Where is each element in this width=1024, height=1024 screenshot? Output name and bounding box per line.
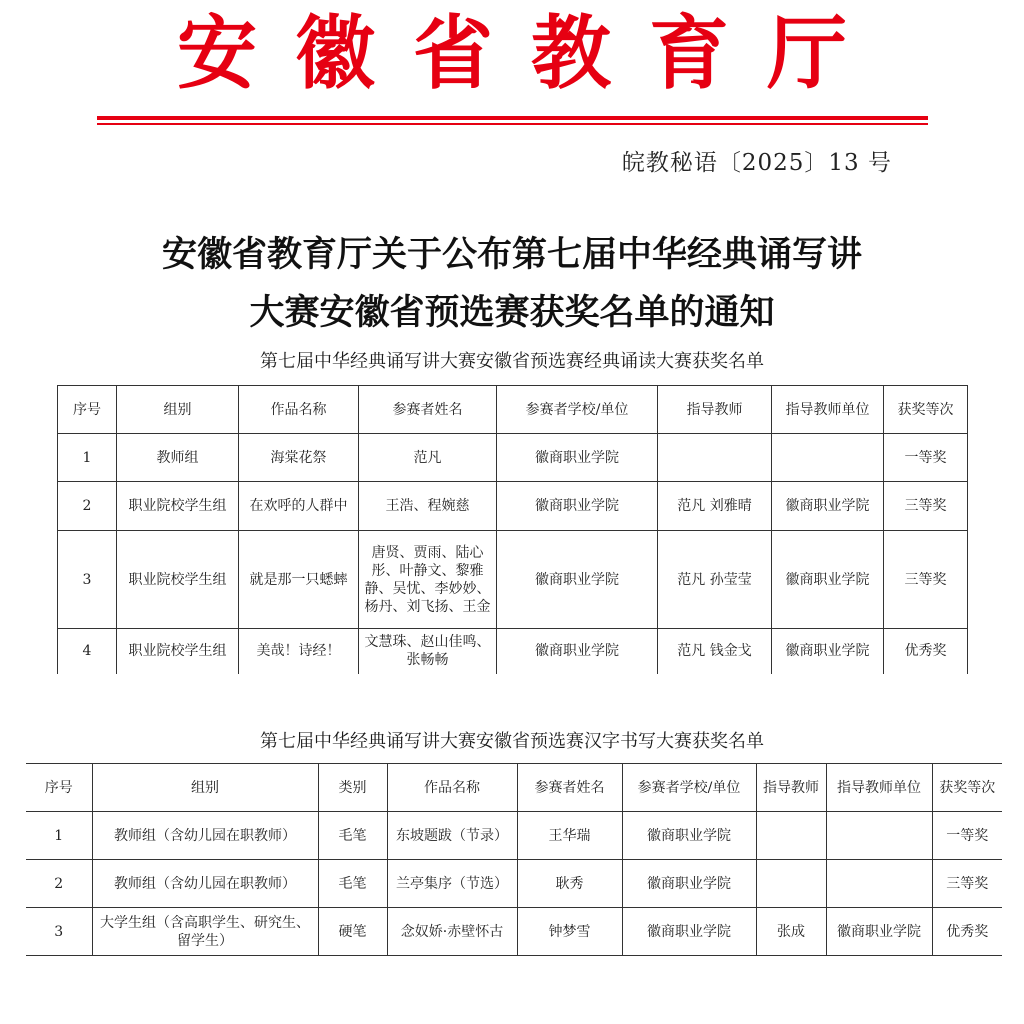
table-cell — [826, 812, 932, 860]
recitation-table-caption: 第七届中华经典诵写讲大赛安徽省预选赛经典诵读大赛获奖名单 — [260, 351, 764, 372]
table-row — [58, 531, 968, 629]
table-cell: 范凡 刘雅晴 — [658, 482, 772, 531]
table-cell: 念奴娇·赤壁怀古 — [387, 908, 517, 956]
recitation-awards-table — [57, 385, 968, 674]
table-cell: 3 — [58, 531, 117, 629]
table-cell: 毛笔 — [318, 860, 387, 908]
table-cell: 一等奖 — [884, 434, 968, 482]
table-header-row — [26, 764, 1002, 812]
table-cell: 教师组 — [117, 434, 239, 482]
table-row — [58, 482, 968, 531]
table-cell — [772, 434, 884, 482]
column-header: 指导教师 — [756, 764, 826, 812]
table-cell: 徽商职业学院 — [772, 482, 884, 531]
table-cell: 三等奖 — [884, 482, 968, 531]
table-cell: 职业院校学生组 — [117, 531, 239, 629]
column-header: 参赛者学校/单位 — [497, 386, 658, 434]
red-header-rule — [97, 116, 928, 120]
table-cell: 范凡 钱金戈 — [658, 629, 772, 674]
table-cell: 东坡题跋（节录） — [387, 812, 517, 860]
column-header: 指导教师单位 — [826, 764, 932, 812]
table-row — [26, 812, 1002, 860]
table-cell: 3 — [26, 908, 92, 956]
table-cell: 职业院校学生组 — [117, 629, 239, 674]
table-cell: 钟梦雪 — [517, 908, 622, 956]
table-cell: 徽商职业学院 — [497, 531, 658, 629]
table-cell: 三等奖 — [932, 860, 1002, 908]
table-row — [58, 629, 968, 674]
calligraphy-table-caption: 第七届中华经典诵写讲大赛安徽省预选赛汉字书写大赛获奖名单 — [260, 731, 764, 752]
table-cell: 徽商职业学院 — [826, 908, 932, 956]
table-cell: 就是那一只蟋蟀 — [239, 531, 359, 629]
table-cell: 徽商职业学院 — [772, 629, 884, 674]
column-header: 序号 — [26, 764, 92, 812]
table-cell: 1 — [58, 434, 117, 482]
table-cell: 兰亭集序（节选） — [387, 860, 517, 908]
table-cell: 徽商职业学院 — [497, 482, 658, 531]
column-header: 参赛者姓名 — [517, 764, 622, 812]
table-cell: 优秀奖 — [932, 908, 1002, 956]
column-header: 作品名称 — [387, 764, 517, 812]
table-cell: 毛笔 — [318, 812, 387, 860]
column-header: 获奖等次 — [932, 764, 1002, 812]
table-cell: 大学生组（含高职学生、研究生、留学生） — [92, 908, 318, 956]
table-cell: 徽商职业学院 — [622, 908, 756, 956]
masthead-org-name: 安徽省教育厅 — [177, 7, 885, 100]
red-header-rule-thin — [97, 123, 928, 125]
calligraphy-awards-table — [26, 763, 1002, 956]
table-cell: 1 — [26, 812, 92, 860]
column-header: 获奖等次 — [884, 386, 968, 434]
notice-title-line-1: 安徽省教育厅关于公布第七届中华经典诵写讲 — [161, 234, 862, 275]
table-cell: 4 — [58, 629, 117, 674]
table-cell: 耿秀 — [517, 860, 622, 908]
table-cell: 范凡 — [359, 434, 497, 482]
table-cell: 美哉！诗经！ — [239, 629, 359, 674]
column-header: 组别 — [92, 764, 318, 812]
column-header: 类别 — [318, 764, 387, 812]
table-cell: 2 — [26, 860, 92, 908]
column-header: 组别 — [117, 386, 239, 434]
table-cell: 王华瑞 — [517, 812, 622, 860]
table-cell: 徽商职业学院 — [622, 812, 756, 860]
table-cell: 一等奖 — [932, 812, 1002, 860]
table-header-row — [58, 386, 968, 434]
table-cell: 徽商职业学院 — [772, 531, 884, 629]
column-header: 参赛者姓名 — [359, 386, 497, 434]
table-cell — [826, 860, 932, 908]
notice-title — [0, 226, 1024, 342]
table-cell: 王浩、程婉慈 — [359, 482, 497, 531]
table-cell: 唐贤、贾雨、陆心彤、叶静文、黎雅静、吴忧、李妙妙、杨丹、刘飞扬、王金 — [359, 531, 497, 629]
table-cell: 张成 — [756, 908, 826, 956]
table-cell — [756, 812, 826, 860]
table-row — [26, 908, 1002, 956]
table-row — [58, 434, 968, 482]
table-cell: 教师组（含幼儿园在职教师） — [92, 812, 318, 860]
table-cell: 徽商职业学院 — [497, 629, 658, 674]
table-row — [26, 860, 1002, 908]
table-cell: 海棠花祭 — [239, 434, 359, 482]
table-cell — [756, 860, 826, 908]
document-number: 皖教秘语〔2025〕13 号 — [621, 150, 892, 176]
table-cell: 范凡 孙莹莹 — [658, 531, 772, 629]
table-cell: 文慧珠、赵山佳鸣、张畅畅 — [359, 629, 497, 674]
column-header: 序号 — [58, 386, 117, 434]
notice-title-line-2: 大赛安徽省预选赛获奖名单的通知 — [249, 292, 775, 333]
column-header: 参赛者学校/单位 — [622, 764, 756, 812]
table-cell: 优秀奖 — [884, 629, 968, 674]
table-cell: 职业院校学生组 — [117, 482, 239, 531]
column-header: 作品名称 — [239, 386, 359, 434]
table-cell — [658, 434, 772, 482]
table-cell: 徽商职业学院 — [622, 860, 756, 908]
table-cell: 教师组（含幼儿园在职教师） — [92, 860, 318, 908]
table-cell: 硬笔 — [318, 908, 387, 956]
column-header: 指导教师单位 — [772, 386, 884, 434]
column-header: 指导教师 — [658, 386, 772, 434]
table-cell: 在欢呼的人群中 — [239, 482, 359, 531]
table-cell: 徽商职业学院 — [497, 434, 658, 482]
table-cell: 三等奖 — [884, 531, 968, 629]
table-cell: 2 — [58, 482, 117, 531]
